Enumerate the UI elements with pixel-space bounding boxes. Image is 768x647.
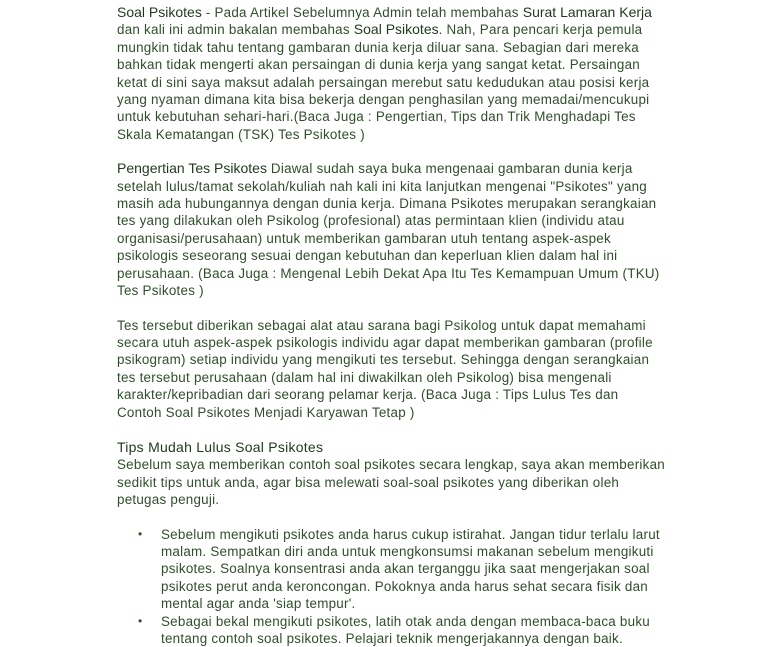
intro-text-2: dan kali ini admin bakalan membahas: [117, 22, 354, 38]
list-item: [138, 526, 665, 613]
bullet-icon: •: [138, 526, 143, 541]
tips-heading: Tips Mudah Lulus Soal Psikotes: [117, 438, 324, 455]
intro-paragraph: [117, 4, 665, 143]
keyword-soal-psikotes: Soal Psikotes: [117, 4, 202, 20]
definition-text: Diawal sudah saya buka mengenaai gambaran dunia kerja setelah lulus/tamat sekolah/kuliah nah kali ini kita lanjutkan mengenai "Psikotes" yang masih ada hubungannya dengan dunia kerja. Dimana Psikotes merupakan serangkaian tes yang dilakukan oleh Psikolog (profesional) atas permintaan klien (individu atau organisasi/perusahaan) untuk memberikan gambaran utuh tentang aspek-aspek psikologis seseorang sesuai dengan kebutuhan dan keperluan klien dalam hal ini perusahaan. (Baca Juga : Mengenal Lebih Dekat Apa Itu Tes Kemampuan Umum (TKU) Tes Psikotes ): [117, 161, 660, 299]
intro-text-1: - Pada Artikel Sebelumnya Admin telah membahas: [201, 5, 523, 20]
tip-text: Sebagai bekal mengikuti psikotes, latih otak anda dengan membaca-baca buku tentang contoh soal psikotes. Pelajari teknik mengerjakannya dengan baik.: [161, 613, 650, 646]
tip-text: Sebelum mengikuti psikotes anda harus cukup istirahat. Jangan tidur terlalu larut malam. Sempatkan diri anda untuk mengkonsumsi makanan sebelum mengikuti psikotes. Soalnya konsentrasi anda akan terganggu jika saat mengerjakan soal psikotes perut anda keroncongan. Pokoknya anda harus sehat secara fisik dan mental agar anda 'siap tempur'.: [161, 526, 660, 612]
article-body: [117, 4, 665, 647]
keyword-soal-psikotes-2: Soal Psikotes: [353, 21, 439, 38]
keyword-pengertian-tes-psikotes: Pengertian Tes Psikotes: [117, 160, 267, 177]
tips-intro: Sebelum saya memberikan contoh soal psikotes secara lengkap, saya akan memberikan sedikit tips untuk anda, agar bisa melewati soal-soal psikotes yang diberikan oleh petugas penguji.: [117, 457, 665, 508]
keyword-surat-lamaran-kerja: Surat Lamaran Kerja: [522, 4, 652, 20]
definition-paragraph: [117, 160, 665, 299]
tips-spacer: [117, 509, 665, 526]
tips-section: [117, 439, 665, 647]
bullet-icon: •: [138, 613, 143, 628]
tips-list: [117, 526, 665, 647]
intro-text-3: . Nah, Para pencari kerja pemula mungkin tidak tahu tentang gambaran dunia kerja diluar sana. Sebagian dari mereka bahkan tidak mengerti akan persaingan di dunia kerja yang sangat ketat. Persaingan ketat di sini saya maksut adalah persaingan merebut satu kedudukan atau posisi kerja yang nyaman dimana kita bisa bekerja dengan penghasilan yang memadai/mencukupi untuk kebutuhan sehari-hari.(Baca Juga : Pengertian, Tips dan Trik Menghadapi Tes Skala Kematangan (TSK) Tes Psikotes ): [117, 22, 650, 142]
purpose-paragraph: Tes tersebut diberikan sebagai alat atau sarana bagi Psikolog untuk dapat memahami secara utuh aspek-aspek psikologis individu agar dapat memberikan gambaran (profile psikogram) setiap individu yang mengikuti tes tersebut. Sehingga dengan serangkaian tes tersebut perusahaan (dalam hal ini diwakilkan oleh Psikolog) bisa mengenali karakter/kepribadian dari seorang pelamar kerja. (Baca Juga : Tips Lulus Tes dan Contoh Soal Psikotes Menjadi Karyawan Tetap ): [117, 317, 653, 420]
